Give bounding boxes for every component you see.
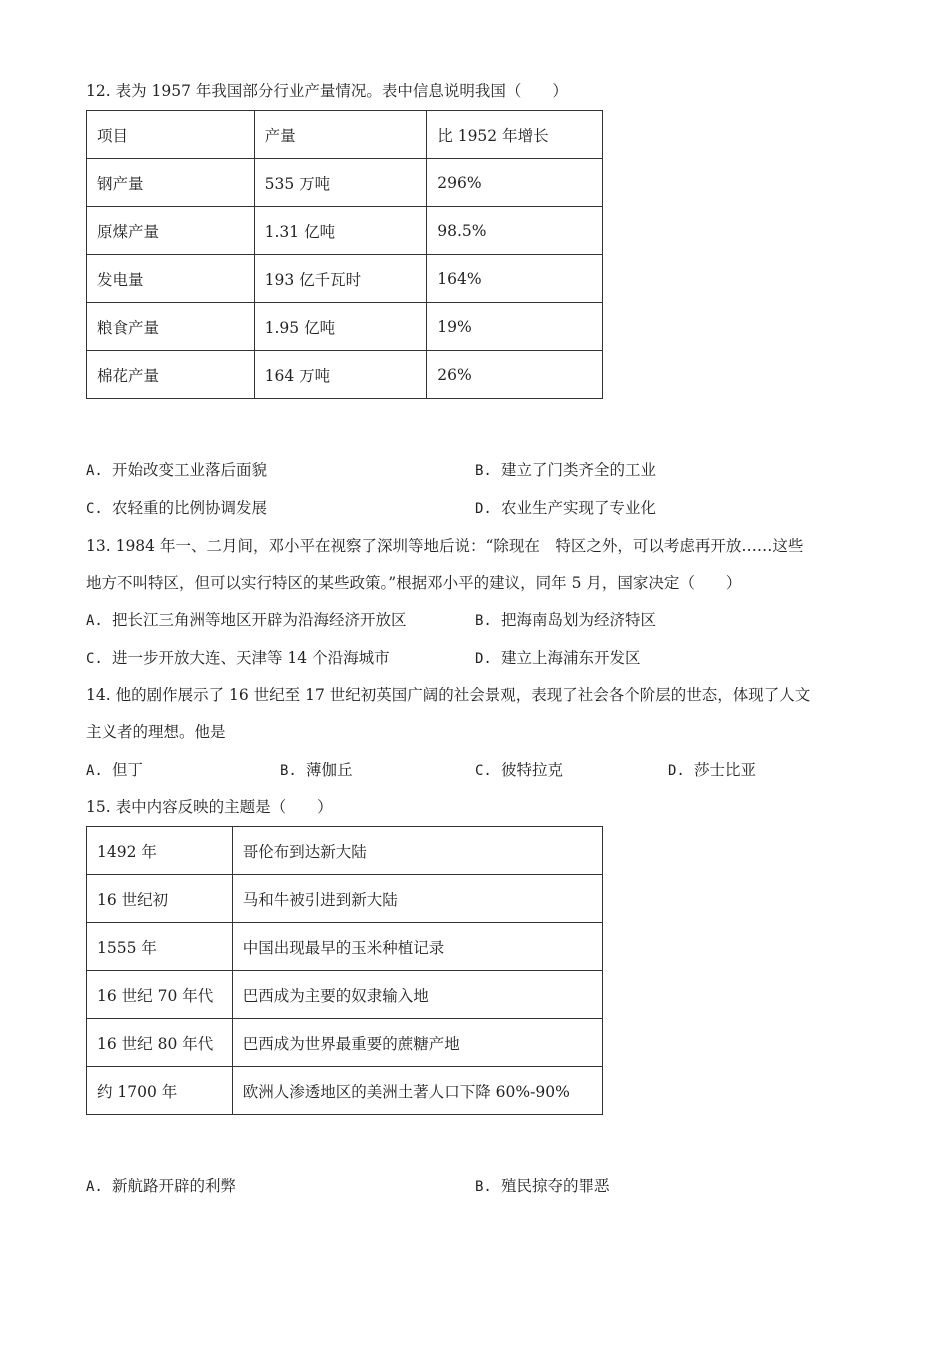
table-cell: 中国出现最早的玉米种植记录 bbox=[232, 923, 602, 971]
table-cell: 1.95 亿吨 bbox=[254, 303, 427, 351]
option-letter: A. bbox=[86, 1179, 103, 1195]
table-cell: 1492 年 bbox=[87, 827, 233, 875]
table-cell: 发电量 bbox=[87, 255, 255, 303]
q12-option-b[interactable] bbox=[475, 459, 656, 482]
table-row bbox=[87, 923, 603, 971]
q14-stem-line1: 14. 他的剧作展示了 16 世纪至 17 世纪初英国广阔的社会景观，表现了社会各个阶层的世态，体现了人文 bbox=[86, 686, 811, 704]
q13-option-d[interactable] bbox=[475, 647, 641, 670]
option-text: 新航路开辟的利弊 bbox=[112, 1177, 237, 1195]
q13-option-b[interactable] bbox=[475, 609, 656, 632]
table-row bbox=[87, 1067, 603, 1115]
table-cell: 马和牛被引进到新大陆 bbox=[232, 875, 602, 923]
q12-option-d[interactable] bbox=[475, 497, 656, 520]
table-cell: 296% bbox=[427, 159, 603, 207]
table-cell: 粮食产量 bbox=[87, 303, 255, 351]
option-letter: A. bbox=[86, 763, 103, 779]
option-letter: C. bbox=[86, 651, 103, 667]
q14-stem-line2: 主义者的理想。他是 bbox=[86, 723, 226, 741]
option-text: 开始改变工业落后面貌 bbox=[112, 461, 268, 479]
q14-option-b[interactable] bbox=[280, 759, 353, 782]
option-letter: D. bbox=[475, 651, 492, 667]
option-letter: B. bbox=[280, 763, 297, 779]
table-cell: 约 1700 年 bbox=[87, 1067, 233, 1115]
table-cell: 193 亿千瓦时 bbox=[254, 255, 427, 303]
option-text: 薄伽丘 bbox=[306, 761, 353, 779]
table-row bbox=[87, 971, 603, 1019]
table-cell: 16 世纪初 bbox=[87, 875, 233, 923]
table-cell: 16 世纪 80 年代 bbox=[87, 1019, 233, 1067]
table-cell: 164 万吨 bbox=[254, 351, 427, 399]
table-row bbox=[87, 875, 603, 923]
option-text: 把海南岛划为经济特区 bbox=[501, 611, 657, 629]
q15-table bbox=[86, 826, 603, 1115]
option-letter: D. bbox=[475, 501, 492, 517]
table-header-cell: 产量 bbox=[254, 111, 427, 159]
table-cell: 哥伦布到达新大陆 bbox=[232, 827, 602, 875]
q15-option-b[interactable] bbox=[475, 1175, 610, 1198]
table-cell: 巴西成为主要的奴隶输入地 bbox=[232, 971, 602, 1019]
q15-stem: 15. 表中内容反映的主题是（ ） bbox=[86, 798, 333, 816]
q12-option-c[interactable] bbox=[86, 497, 267, 520]
option-text: 建立了门类齐全的工业 bbox=[501, 461, 657, 479]
q12-table bbox=[86, 110, 603, 399]
table-header-cell: 项目 bbox=[87, 111, 255, 159]
table-header-cell: 比 1952 年增长 bbox=[427, 111, 603, 159]
table-cell: 164% bbox=[427, 255, 603, 303]
option-letter: B. bbox=[475, 613, 492, 629]
table-cell: 98.5% bbox=[427, 207, 603, 255]
q13-stem-line2: 地方不叫特区，但可以实行特区的某些政策。”根据邓小平的建议，同年 5 月，国家决定（ ） bbox=[86, 574, 742, 592]
q14-option-d[interactable] bbox=[668, 759, 756, 782]
option-letter: B. bbox=[475, 463, 492, 479]
table-cell: 巴西成为世界最重要的蔗糖产地 bbox=[232, 1019, 602, 1067]
table-row bbox=[87, 827, 603, 875]
option-text: 农业生产实现了专业化 bbox=[501, 499, 657, 517]
q13-option-c[interactable] bbox=[86, 647, 390, 670]
option-text: 彼特拉克 bbox=[501, 761, 564, 779]
option-text: 进一步开放大连、天津等 14 个沿海城市 bbox=[112, 649, 390, 667]
q13-option-a[interactable] bbox=[86, 609, 407, 632]
table-row bbox=[87, 351, 603, 399]
table-cell: 原煤产量 bbox=[87, 207, 255, 255]
table-row bbox=[87, 303, 603, 351]
option-text: 把长江三角洲等地区开辟为沿海经济开放区 bbox=[112, 611, 407, 629]
table-cell: 钢产量 bbox=[87, 159, 255, 207]
table-cell: 16 世纪 70 年代 bbox=[87, 971, 233, 1019]
table-row bbox=[87, 255, 603, 303]
table-header-row bbox=[87, 111, 603, 159]
option-letter: A. bbox=[86, 613, 103, 629]
table-row bbox=[87, 159, 603, 207]
option-letter: C. bbox=[86, 501, 103, 517]
q12-option-a[interactable] bbox=[86, 459, 267, 482]
option-letter: D. bbox=[668, 763, 685, 779]
q15-option-a[interactable] bbox=[86, 1175, 236, 1198]
option-text: 农轻重的比例协调发展 bbox=[112, 499, 268, 517]
option-text: 殖民掠夺的罪恶 bbox=[501, 1177, 610, 1195]
option-text: 莎士比亚 bbox=[694, 761, 757, 779]
q14-option-a[interactable] bbox=[86, 759, 143, 782]
q12-stem: 12. 表为 1957 年我国部分行业产量情况。表中信息说明我国（ ） bbox=[86, 82, 568, 100]
table-cell: 19% bbox=[427, 303, 603, 351]
option-text: 建立上海浦东开发区 bbox=[501, 649, 641, 667]
table-row bbox=[87, 1019, 603, 1067]
option-letter: B. bbox=[475, 1179, 492, 1195]
option-text: 但丁 bbox=[112, 761, 144, 779]
table-cell: 欧洲人渗透地区的美洲土著人口下降 60%-90% bbox=[232, 1067, 602, 1115]
table-cell: 1555 年 bbox=[87, 923, 233, 971]
table-cell: 1.31 亿吨 bbox=[254, 207, 427, 255]
table-cell: 26% bbox=[427, 351, 603, 399]
q14-option-c[interactable] bbox=[475, 759, 563, 782]
option-letter: A. bbox=[86, 463, 103, 479]
table-cell: 535 万吨 bbox=[254, 159, 427, 207]
q13-stem-line1: 13. 1984 年一、二月间，邓小平在视察了深圳等地后说：“除现在 特区之外，可以考虑再开放……这些 bbox=[86, 537, 804, 555]
table-row bbox=[87, 207, 603, 255]
table-cell: 棉花产量 bbox=[87, 351, 255, 399]
option-letter: C. bbox=[475, 763, 492, 779]
